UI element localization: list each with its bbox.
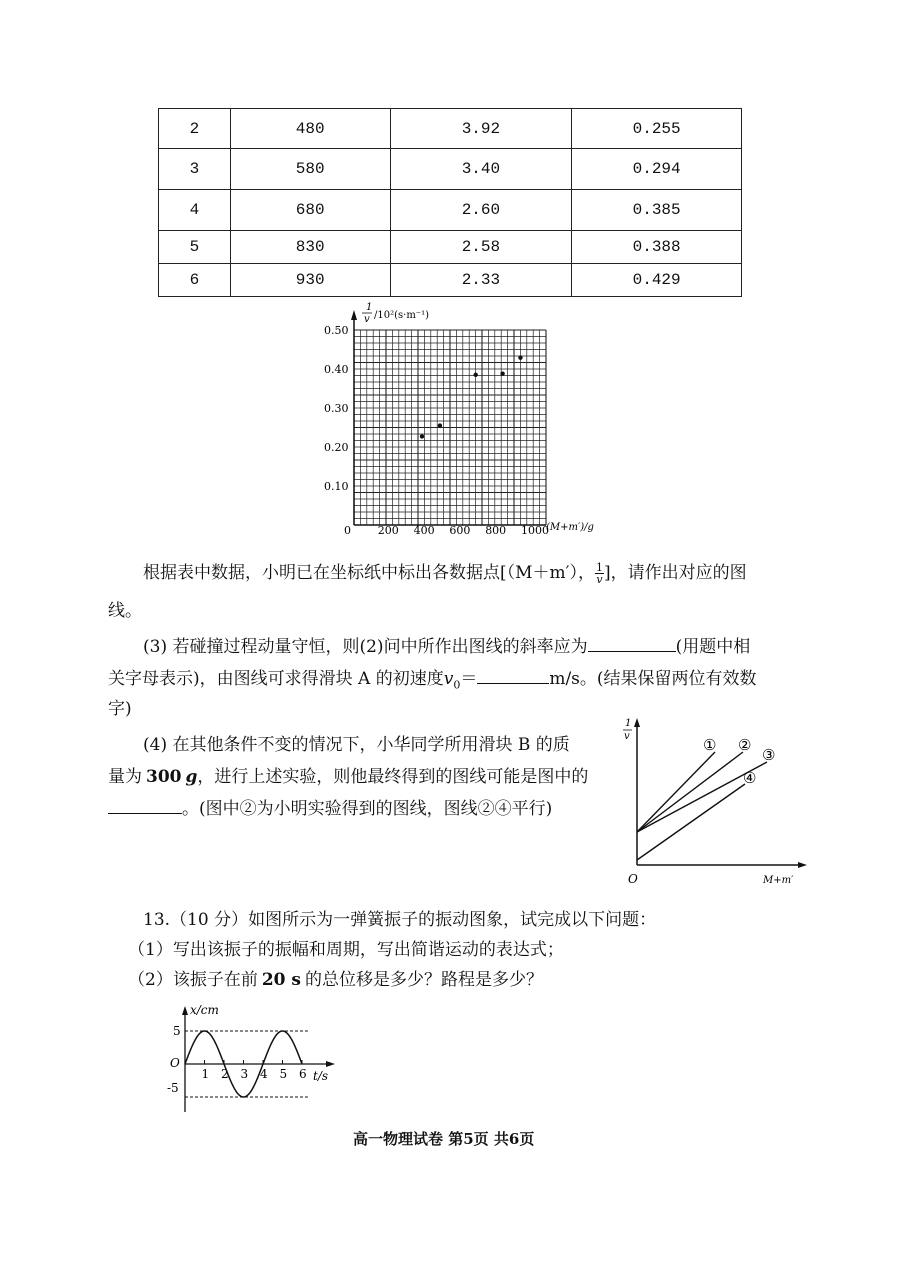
y-tick-label: 0.10 — [324, 480, 349, 493]
table-cell: 830 — [230, 231, 390, 264]
oscillation-chart — [155, 1000, 355, 1120]
q4-line2-text-a: 量为 — [108, 767, 142, 787]
table-cell: 0.429 — [572, 264, 742, 297]
data-point — [474, 373, 478, 377]
q13-title: 13.（10 分）如图所示为一弹簧振子的振动图象，试完成以下问题： — [143, 910, 657, 930]
label-4: ④ — [743, 769, 757, 787]
data-point — [518, 355, 522, 359]
table-cell: 2.33 — [390, 264, 572, 297]
y-tick-label: 0.20 — [324, 441, 349, 454]
q3-line2 — [108, 667, 757, 692]
p1-text-c: 线。 — [108, 601, 142, 621]
table-cell: 0.294 — [572, 149, 742, 190]
table-cell: 2.60 — [390, 190, 572, 231]
table-cell: 2.58 — [390, 231, 572, 264]
q3-v-sub: 0 — [453, 678, 461, 692]
lines-chart — [615, 712, 815, 892]
x-tick-label: 6 — [299, 1067, 307, 1081]
table-cell: 3.92 — [390, 109, 572, 149]
y-label-num: 1 — [625, 718, 632, 729]
table-cell: 3 — [159, 149, 231, 190]
x-axis-arrow — [326, 1061, 335, 1067]
grid-lines — [354, 330, 546, 525]
y-tick-label: 0.40 — [324, 363, 349, 376]
data-table — [158, 108, 742, 297]
table-cell: 6 — [159, 264, 231, 297]
frac-num: 1 — [596, 561, 604, 574]
q13-part2-time: 20 s — [261, 970, 301, 990]
q3-line1-end: (用题中相 — [675, 637, 751, 657]
y-tick-pos: 5 — [173, 1024, 181, 1038]
q4-mass-value: 300 — [146, 767, 182, 787]
q4-line2-text-b: ，进行上述实验，则他最终得到的图线可能是图中的 — [197, 767, 589, 787]
line-1 — [637, 752, 715, 832]
y-tick-label: 0.30 — [324, 402, 349, 415]
q4-blank-answer[interactable] — [108, 797, 182, 814]
p1-text-b: ]，请作出对应的图 — [604, 563, 747, 583]
x-tick-label: 1000 — [521, 524, 549, 537]
data-point — [438, 423, 442, 427]
table-row — [159, 190, 742, 231]
frac-den: v — [596, 573, 603, 586]
q4-line3 — [108, 797, 552, 820]
y-axis-arrow — [634, 718, 640, 727]
x-tick-label: 600 — [449, 524, 471, 537]
q3-line1 — [143, 635, 750, 658]
q4-line2 — [108, 767, 588, 788]
q3-blank-slope[interactable] — [588, 635, 676, 652]
data-point — [500, 371, 504, 375]
table-cell: 480 — [230, 109, 390, 149]
x-label: t/s — [313, 1069, 329, 1083]
q3-equals: ＝ — [460, 669, 478, 689]
x-tick-label: 400 — [413, 524, 435, 537]
fraction-1-over-v — [595, 562, 604, 585]
y-label: x/cm — [190, 1003, 219, 1017]
table-cell: 580 — [230, 149, 390, 190]
y-axis-arrow — [182, 1006, 188, 1015]
q3-line2-text-b: m/s。(结果保留两位有效数 — [549, 669, 757, 689]
table-cell: 4 — [159, 190, 231, 231]
table-cell: 2 — [159, 109, 231, 149]
table-cell: 0.388 — [572, 231, 742, 264]
label-3: ③ — [762, 746, 776, 764]
p1-text-a: 根据表中数据，小明已在坐标纸中标出各数据点[（M＋m′）， — [143, 563, 596, 583]
x-tick-label: 2 — [221, 1067, 229, 1081]
label-1: ① — [703, 736, 717, 754]
table-cell: 5 — [159, 231, 231, 264]
y-label-unit: /10²(s·m⁻¹) — [374, 310, 429, 321]
label-2: ② — [738, 736, 752, 754]
x-tick-label: 4 — [260, 1067, 268, 1081]
q3-line3: 字) — [108, 699, 132, 719]
q13-part2 — [128, 970, 543, 991]
table-row — [159, 149, 742, 190]
x-tick-label: 800 — [485, 524, 507, 537]
table-row — [159, 109, 742, 149]
data-point — [420, 434, 424, 438]
table-row — [159, 264, 742, 297]
q3-blank-velocity[interactable] — [477, 667, 549, 684]
x-axis-arrow — [798, 862, 807, 868]
line-4 — [637, 784, 745, 860]
origin-label: O — [170, 1056, 180, 1070]
x-tick-label: 200 — [377, 524, 399, 537]
q3-line2-text-a: 关字母表示)，由图线可求得滑块 A 的初速度 — [108, 669, 444, 689]
y-axis-arrow — [351, 310, 357, 320]
q13-part1: （1）写出该振子的振幅和周期，写出简谐运动的表达式； — [128, 940, 564, 960]
origin-label: O — [628, 872, 638, 886]
x-label: M+m′ — [763, 875, 794, 886]
grid-scatter-chart — [320, 300, 620, 545]
x-label: (M+m′)/g — [546, 522, 594, 533]
origin-label: 0 — [344, 524, 351, 537]
paragraph-data-points — [143, 562, 747, 585]
table-cell: 680 — [230, 190, 390, 231]
page-footer: 高一物理试卷 第5页 共6页 — [353, 1130, 535, 1148]
x-tick-label: 3 — [240, 1067, 249, 1081]
table-row — [159, 231, 742, 264]
q4-line3-text: 。(图中②为小明实验得到的图线，图线②④平行) — [182, 799, 553, 819]
q13-part2-text-a: （2）该振子在前 — [128, 970, 258, 990]
y-tick-label: 0.50 — [324, 324, 349, 337]
x-tick-label: 5 — [279, 1067, 288, 1081]
y-label-num: 1 — [366, 302, 373, 313]
line-2 — [637, 752, 743, 832]
y-tick-neg: -5 — [167, 1081, 179, 1095]
table-cell: 3.40 — [390, 149, 572, 190]
q4-line1: (4) 在其他条件不变的情况下，小华同学所用滑块 B 的质 — [143, 735, 570, 755]
table-cell: 0.385 — [572, 190, 742, 231]
x-tick-label: 1 — [201, 1067, 210, 1081]
q3-v-symbol: v — [443, 669, 454, 689]
q3-line1-text: (3) 若碰撞过程动量守恒，则(2)问中所作出图线的斜率应为 — [143, 637, 588, 657]
q4-mass-unit: g — [185, 767, 198, 787]
table-cell: 930 — [230, 264, 390, 297]
q13-part2-text-b: 的总位移是多少？路程是多少？ — [304, 970, 543, 990]
y-label-den: v — [364, 314, 370, 325]
y-label-den: v — [624, 731, 630, 742]
table-cell: 0.255 — [572, 109, 742, 149]
